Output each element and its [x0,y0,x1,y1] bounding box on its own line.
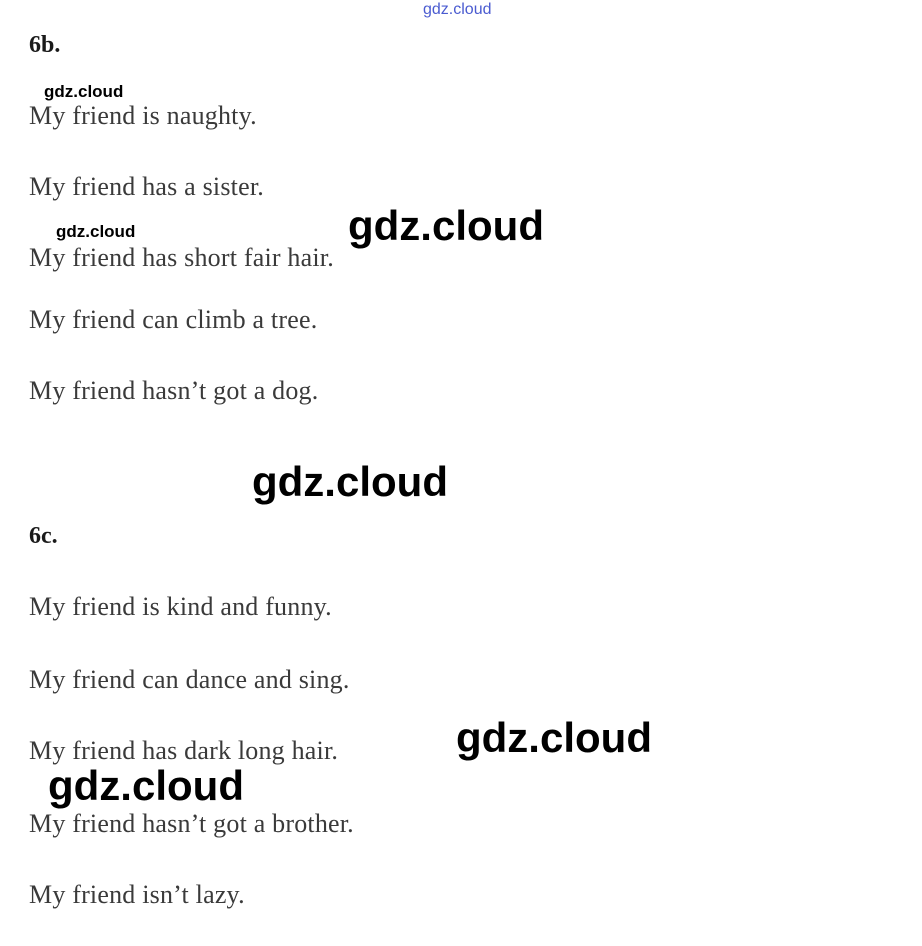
watermark-large-1: gdz.cloud [348,202,544,249]
section-6b-line-2: My friend has a sister. [29,172,264,201]
section-6c-line-1: My friend is kind and funny. [29,592,332,621]
watermark-large-3: gdz.cloud [456,714,652,761]
watermark-small-1: gdz.cloud [44,82,124,101]
section-6b-line-4: My friend can climb a tree. [29,305,318,334]
watermark-small-2: gdz.cloud [56,222,136,241]
section-6c-line-3: My friend has dark long hair. [29,736,339,765]
section-6b-line-3: My friend has short fair hair. [29,243,334,272]
section-6b-heading: 6b. [29,32,61,58]
section-6c-line-4: My friend hasn’t got a brother. [29,809,354,838]
watermark-large-4: gdz.cloud [48,762,244,809]
section-6c-line-2: My friend can dance and sing. [29,665,350,694]
watermark-top: gdz.cloud [423,1,492,18]
watermark-large-2: gdz.cloud [252,458,448,505]
section-6c-heading: 6c. [29,523,58,549]
section-6c-line-5: My friend isn’t lazy. [29,880,245,909]
section-6b-line-1: My friend is naughty. [29,101,257,130]
section-6b-line-5: My friend hasn’t got a dog. [29,376,319,405]
